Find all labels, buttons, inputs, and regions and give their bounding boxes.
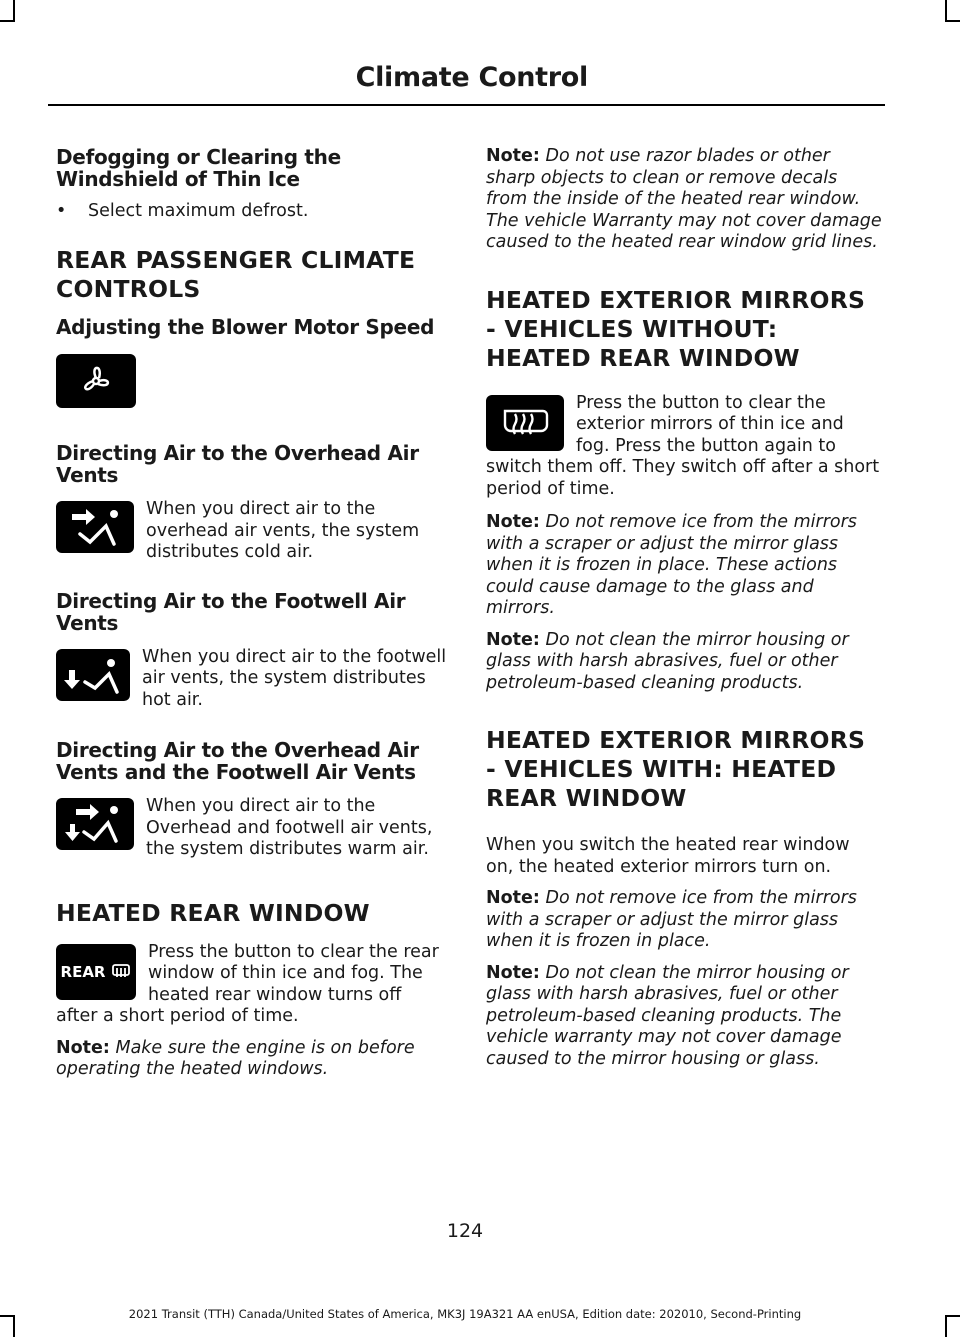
note-label: Note: <box>486 146 540 166</box>
mirror-clean-note <box>486 630 882 695</box>
blower-heading: Adjusting the Blower Motor Speed <box>56 315 435 339</box>
mirrors-without-text: Press the button to clear the exterior mirrors of thin ice and fog. Press the button again to switch them off. They switch off after a short period of time. <box>486 392 880 499</box>
mirrors-without-heading: HEATED EXTERIOR MIRRORS - VEHICLES WITHOUT: HEATED REAR WINDOW <box>486 285 866 372</box>
note-text: Do not remove ice from the mirrors with a scraper or adjust the mirror glass when it is frozen in place. These actions could cause damage to the glass and mirrors. <box>486 512 857 618</box>
defog-bullet-text: Select maximum defrost. <box>88 201 309 221</box>
page-title: Climate Control <box>355 62 588 93</box>
footwell-text: When you direct air to the footwell air vents, the system distributes hot air. <box>142 646 447 710</box>
crop-mark <box>13 0 15 22</box>
note-text: Make sure the engine is on before operating the heated windows. <box>56 1037 415 1079</box>
mirrors-with-heading: HEATED EXTERIOR MIRRORS - VEHICLES WITH: HEATED REAR WINDOW <box>486 726 866 812</box>
mirror-scraper-note <box>486 512 882 620</box>
note-label: Note: <box>486 512 540 532</box>
mirror-scraper-note-2 <box>486 888 882 953</box>
defog-bullet <box>56 200 448 222</box>
left-column <box>56 146 448 1081</box>
header-divider <box>48 104 885 106</box>
note-label: Note: <box>486 629 540 650</box>
both-vents-block <box>56 796 448 861</box>
overhead-vent-icon <box>56 501 134 553</box>
heated-rear-text: Press the button to clear the rear window of thin ice and fog. The heated rear window turns off after a short period of time. <box>56 941 439 1026</box>
page-number: 124 <box>446 1220 484 1242</box>
fan-icon <box>56 354 136 408</box>
heated-rear-block <box>56 942 448 1028</box>
both-vents-text: When you direct air to the Overhead and footwell air vents, the system distributes warm air. <box>146 796 433 859</box>
bullet-dot: • <box>56 201 67 221</box>
mirror-clean-note-2 <box>486 963 882 1071</box>
note-text: Do not use razor blades or other sharp objects to clean or remove decals from the inside of the heated rear window. The vehicle Warranty may not cover damage caused to the heated rear window grid lines. <box>486 146 882 252</box>
crop-mark <box>945 1315 947 1337</box>
footwell-heading: Directing Air to the Footwell Air Vents <box>56 588 406 635</box>
right-column <box>486 146 882 1070</box>
razor-note <box>486 146 882 254</box>
rear-defrost-icon <box>56 944 136 1000</box>
overhead-footwell-vent-icon <box>56 798 134 850</box>
heated-rear-heading: HEATED REAR WINDOW <box>56 898 370 927</box>
note-text: Do not clean the mirror housing or glass with harsh abrasives, fuel or other petroleum-based cleaning products. <box>486 629 849 693</box>
mirrors-without-block <box>486 393 882 501</box>
note-label: Note: <box>56 1037 110 1058</box>
note-label: Note: <box>486 962 540 983</box>
footwell-vent-icon <box>56 649 130 701</box>
crop-mark <box>945 1315 960 1317</box>
rear-climate-heading: REAR PASSENGER CLIMATE CONTROLS <box>56 246 416 303</box>
note-text: Do not clean the mirror housing or glass with harsh abrasives, fuel or other petroleum-based cleaning products. The vehicle warranty may not cover damage caused to the mirror housing or glass. <box>486 962 849 1069</box>
note-text: Do not remove ice from the mirrors with a scraper or adjust the mirror glass when it is frozen in place. <box>486 888 857 951</box>
footwell-block <box>56 647 448 712</box>
mirrors-with-text: When you switch the heated rear window on, the heated exterior mirrors turn on. <box>486 835 850 877</box>
crop-mark <box>945 0 947 22</box>
overhead-block <box>56 499 448 564</box>
note-label: Note: <box>486 888 540 908</box>
both-vents-heading: Directing Air to the Overhead Air Vents and the Footwell Air Vents <box>56 738 419 784</box>
crop-mark <box>945 20 960 22</box>
heated-mirror-icon <box>486 395 564 451</box>
crop-mark <box>0 20 15 22</box>
overhead-text: When you direct air to the overhead air vents, the system distributes cold air. <box>146 499 420 562</box>
defog-heading: Defogging or Clearing the Windshield of Thin Ice <box>56 145 341 191</box>
rear-icon-label: REAR <box>60 962 106 981</box>
overhead-heading: Directing Air to the Overhead Air Vents <box>56 441 419 487</box>
heated-rear-note <box>56 1038 448 1081</box>
footer-edition-line: 2021 Transit (TTH) Canada/United States of America, MK3J 19A321 AA enUSA, Edition date: 202010, Second-Printing <box>128 1307 802 1321</box>
